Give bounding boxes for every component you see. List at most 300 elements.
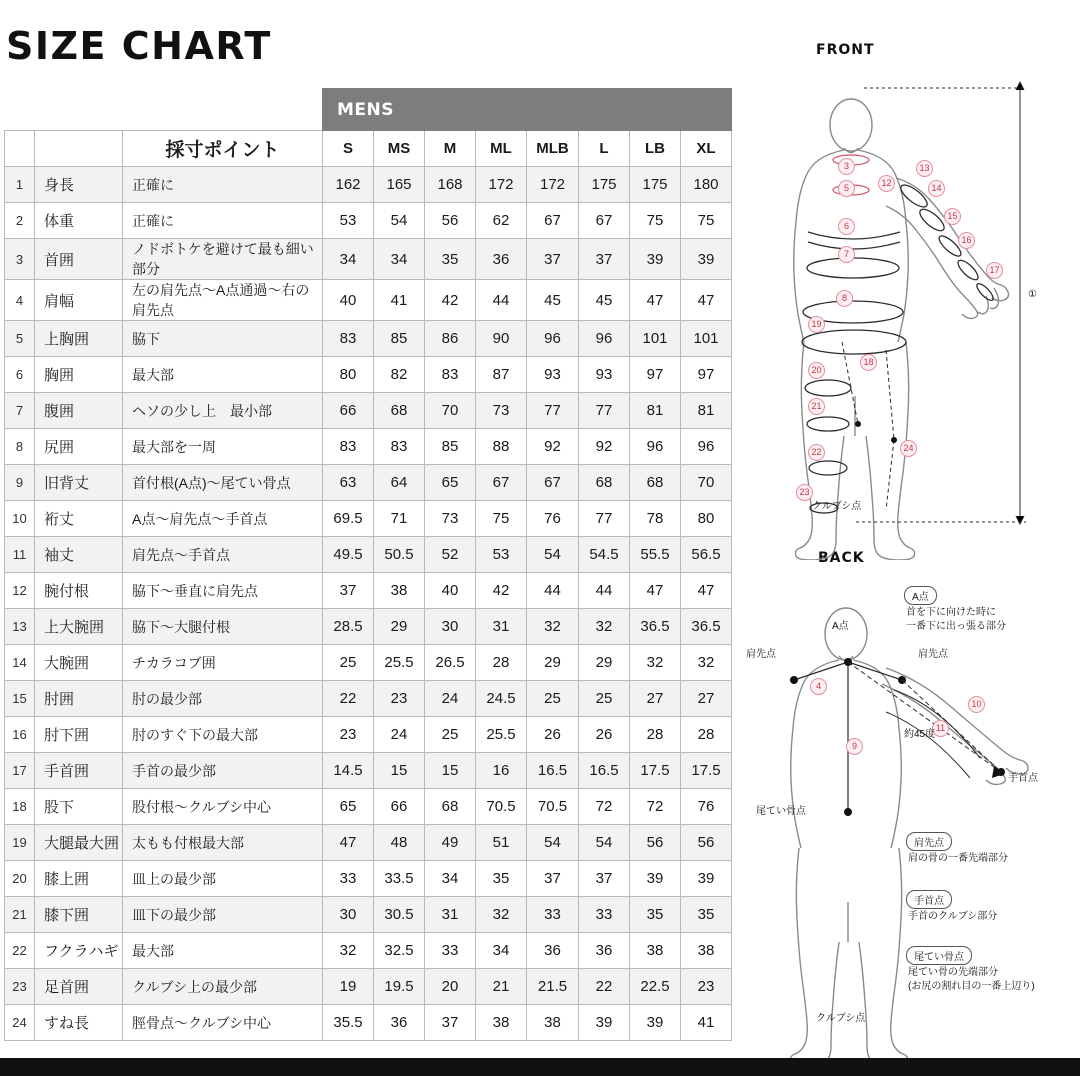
row-value: 68	[425, 789, 476, 825]
row-value: 48	[374, 825, 425, 861]
row-value: 83	[323, 321, 374, 357]
table-row	[5, 465, 732, 501]
row-value: 27	[630, 681, 681, 717]
row-value: 38	[681, 933, 732, 969]
row-value: 28	[476, 645, 527, 681]
row-value: 40	[425, 573, 476, 609]
row-item-name: 腹囲	[35, 393, 123, 429]
row-value: 83	[323, 429, 374, 465]
row-value: 80	[323, 357, 374, 393]
row-value: 75	[681, 203, 732, 239]
row-value: 64	[374, 465, 425, 501]
row-value: 180	[681, 167, 732, 203]
row-value: 93	[527, 357, 579, 393]
row-value: 36	[476, 239, 527, 280]
row-value: 34	[323, 239, 374, 280]
row-number: 15	[5, 681, 35, 717]
row-value: 33	[425, 933, 476, 969]
row-value: 37	[527, 861, 579, 897]
row-item-name: 膝上囲	[35, 861, 123, 897]
size-chart-table	[4, 88, 732, 1041]
row-value: 54	[374, 203, 425, 239]
measure-point-badge: 8	[836, 290, 853, 307]
figure-callout: 肩先点	[918, 649, 948, 660]
row-value: 175	[579, 167, 630, 203]
figure-callout: クルブシ点	[816, 1013, 866, 1024]
row-value: 52	[425, 537, 476, 573]
table-row	[5, 861, 732, 897]
row-number: 20	[5, 861, 35, 897]
note-tag: 肩先点	[906, 832, 952, 851]
row-value: 76	[681, 789, 732, 825]
measure-point-badge: 17	[986, 262, 1003, 279]
row-item-name: 体重	[35, 203, 123, 239]
row-value: 35.5	[323, 1005, 374, 1041]
row-value: 65	[323, 789, 374, 825]
row-value: 85	[374, 321, 425, 357]
row-value: 29	[579, 645, 630, 681]
row-value: 101	[630, 321, 681, 357]
figure-callout: 尾てい骨点	[756, 806, 806, 817]
row-value: 67	[527, 465, 579, 501]
table-row	[5, 753, 732, 789]
row-value: 35	[476, 861, 527, 897]
row-value: 68	[630, 465, 681, 501]
row-number: 10	[5, 501, 35, 537]
row-value: 39	[630, 239, 681, 280]
row-value: 39	[579, 1005, 630, 1041]
row-value: 71	[374, 501, 425, 537]
row-value: 68	[374, 393, 425, 429]
row-value: 32.5	[374, 933, 425, 969]
row-measure-point: 脛骨点〜クルブシ中心	[123, 1005, 323, 1041]
blank-cell	[5, 89, 35, 131]
row-value: 72	[630, 789, 681, 825]
row-value: 34	[425, 861, 476, 897]
row-value: 92	[579, 429, 630, 465]
table-row	[5, 501, 732, 537]
row-item-name: 尻囲	[35, 429, 123, 465]
row-value: 16	[476, 753, 527, 789]
row-measure-point: 最大部を一周	[123, 429, 323, 465]
row-value: 73	[476, 393, 527, 429]
measure-point-badge: 23	[796, 484, 813, 501]
row-number: 19	[5, 825, 35, 861]
table-row	[5, 789, 732, 825]
row-measure-point: 首付根(A点)〜尾てい骨点	[123, 465, 323, 501]
table-row	[5, 280, 732, 321]
row-value: 70.5	[476, 789, 527, 825]
row-value: 32	[579, 609, 630, 645]
row-value: 37	[425, 1005, 476, 1041]
row-value: 35	[425, 239, 476, 280]
row-value: 35	[681, 897, 732, 933]
table-row	[5, 1005, 732, 1041]
measure-point-badge: 14	[928, 180, 945, 197]
note-tag: A点	[904, 586, 937, 605]
measure-point-badge: 4	[810, 678, 827, 695]
row-value: 54	[527, 537, 579, 573]
row-value: 42	[425, 280, 476, 321]
row-measure-point: 太もも付根最大部	[123, 825, 323, 861]
back-body-svg	[736, 576, 1080, 1076]
front-figure-label: FRONT	[816, 42, 875, 58]
row-value: 25.5	[476, 717, 527, 753]
table-header-row	[5, 131, 732, 167]
table-row	[5, 573, 732, 609]
header-size-lb: LB	[630, 131, 681, 167]
row-value: 44	[476, 280, 527, 321]
row-measure-point: 正確に	[123, 203, 323, 239]
row-value: 36	[374, 1005, 425, 1041]
row-value: 51	[476, 825, 527, 861]
row-value: 77	[579, 393, 630, 429]
row-number: 1	[5, 167, 35, 203]
row-number: 8	[5, 429, 35, 465]
row-value: 22	[579, 969, 630, 1005]
row-value: 28.5	[323, 609, 374, 645]
row-item-name: フクラハギ	[35, 933, 123, 969]
row-item-name: 大腕囲	[35, 645, 123, 681]
row-value: 97	[681, 357, 732, 393]
table-row	[5, 167, 732, 203]
row-value: 33.5	[374, 861, 425, 897]
row-value: 37	[527, 239, 579, 280]
header-size-xl: XL	[681, 131, 732, 167]
row-value: 41	[681, 1005, 732, 1041]
row-value: 62	[476, 203, 527, 239]
row-value: 36	[579, 933, 630, 969]
row-value: 83	[374, 429, 425, 465]
row-value: 21.5	[527, 969, 579, 1005]
row-value: 45	[527, 280, 579, 321]
row-value: 26	[579, 717, 630, 753]
row-value: 33	[527, 897, 579, 933]
row-number: 22	[5, 933, 35, 969]
row-value: 67	[476, 465, 527, 501]
row-number: 12	[5, 573, 35, 609]
row-value: 47	[681, 573, 732, 609]
measure-point-badge: 16	[958, 232, 975, 249]
figure-callout: 肩先点	[746, 649, 776, 660]
row-measure-point: 肘のすぐ下の最大部	[123, 717, 323, 753]
page-title: SIZE CHART	[6, 24, 272, 68]
row-value: 87	[476, 357, 527, 393]
row-value: 96	[579, 321, 630, 357]
figure-callout: A点	[832, 621, 849, 632]
figure-callout: クルブシ点	[812, 501, 862, 512]
body-diagrams	[736, 0, 1080, 1076]
row-measure-point: チカラコブ囲	[123, 645, 323, 681]
row-value: 77	[579, 501, 630, 537]
row-measure-point: 股付根〜クルブシ中心	[123, 789, 323, 825]
row-value: 39	[630, 861, 681, 897]
row-measure-point: 皿下の最少部	[123, 897, 323, 933]
row-value: 26.5	[425, 645, 476, 681]
row-value: 45	[579, 280, 630, 321]
size-table-container	[4, 88, 732, 1041]
row-value: 70	[425, 393, 476, 429]
row-item-name: 大腿最大囲	[35, 825, 123, 861]
row-value: 27	[681, 681, 732, 717]
row-value: 97	[630, 357, 681, 393]
row-value: 70	[681, 465, 732, 501]
row-measure-point: ノドボトケを避けて最も細い部分	[123, 239, 323, 280]
row-item-name: 肘下囲	[35, 717, 123, 753]
row-number: 2	[5, 203, 35, 239]
row-number: 4	[5, 280, 35, 321]
row-value: 22	[323, 681, 374, 717]
note-tag: 尾てい骨点	[906, 946, 972, 965]
row-value: 38	[527, 1005, 579, 1041]
header-measure-point: 採寸ポイント	[123, 131, 323, 167]
row-value: 81	[630, 393, 681, 429]
row-value: 175	[630, 167, 681, 203]
row-value: 38	[374, 573, 425, 609]
row-measure-point: 最大部	[123, 357, 323, 393]
blank-cell	[35, 89, 123, 131]
row-item-name: 袖丈	[35, 537, 123, 573]
row-value: 26	[527, 717, 579, 753]
row-value: 30	[425, 609, 476, 645]
row-value: 168	[425, 167, 476, 203]
row-value: 20	[425, 969, 476, 1005]
measure-point-badge: 20	[808, 362, 825, 379]
row-value: 54.5	[579, 537, 630, 573]
row-item-name: 手首囲	[35, 753, 123, 789]
row-item-name: 肩幅	[35, 280, 123, 321]
row-value: 30.5	[374, 897, 425, 933]
row-value: 54	[579, 825, 630, 861]
row-value: 29	[374, 609, 425, 645]
row-value: 53	[476, 537, 527, 573]
row-value: 28	[681, 717, 732, 753]
row-value: 93	[579, 357, 630, 393]
row-value: 19	[323, 969, 374, 1005]
table-row	[5, 537, 732, 573]
row-value: 25	[425, 717, 476, 753]
header-size-l: L	[579, 131, 630, 167]
row-value: 34	[476, 933, 527, 969]
table-row	[5, 203, 732, 239]
row-value: 68	[579, 465, 630, 501]
table-row	[5, 969, 732, 1005]
row-item-name: 上胸囲	[35, 321, 123, 357]
header-size-s: S	[323, 131, 374, 167]
row-value: 37	[579, 861, 630, 897]
row-value: 56	[425, 203, 476, 239]
row-value: 56.5	[681, 537, 732, 573]
row-value: 23	[323, 717, 374, 753]
row-value: 39	[681, 861, 732, 897]
row-number: 9	[5, 465, 35, 501]
row-value: 83	[425, 357, 476, 393]
row-value: 35	[630, 897, 681, 933]
note-description: 手首のクルブシ部分	[908, 911, 998, 922]
row-value: 65	[425, 465, 476, 501]
row-measure-point: 肘の最少部	[123, 681, 323, 717]
row-value: 25	[527, 681, 579, 717]
row-number: 17	[5, 753, 35, 789]
table-body	[5, 167, 732, 1041]
row-value: 24	[425, 681, 476, 717]
table-row	[5, 933, 732, 969]
row-value: 29	[527, 645, 579, 681]
row-item-name: 肘囲	[35, 681, 123, 717]
row-value: 15	[425, 753, 476, 789]
row-value: 78	[630, 501, 681, 537]
row-value: 22.5	[630, 969, 681, 1005]
row-value: 47	[681, 280, 732, 321]
row-value: 39	[630, 1005, 681, 1041]
row-measure-point: 肩先点〜手首点	[123, 537, 323, 573]
row-item-name: 足首囲	[35, 969, 123, 1005]
row-value: 31	[476, 609, 527, 645]
table-row	[5, 717, 732, 753]
row-number: 14	[5, 645, 35, 681]
table-row	[5, 825, 732, 861]
row-item-name: 胸囲	[35, 357, 123, 393]
row-measure-point: 脇下〜大腿付根	[123, 609, 323, 645]
row-measure-point: 左の肩先点〜A点通過〜右の肩先点	[123, 280, 323, 321]
row-value: 96	[630, 429, 681, 465]
row-measure-point: 皿上の最少部	[123, 861, 323, 897]
measure-point-badge: 22	[808, 444, 825, 461]
row-value: 37	[323, 573, 374, 609]
row-item-name: 首囲	[35, 239, 123, 280]
row-number: 16	[5, 717, 35, 753]
measure-point-badge: 24	[900, 440, 917, 457]
row-value: 36.5	[681, 609, 732, 645]
row-value: 16.5	[527, 753, 579, 789]
row-value: 67	[527, 203, 579, 239]
row-item-name: 膝下囲	[35, 897, 123, 933]
row-value: 38	[476, 1005, 527, 1041]
row-value: 32	[527, 609, 579, 645]
figure-callout: 約45度	[904, 729, 936, 740]
row-value: 172	[476, 167, 527, 203]
row-value: 54	[527, 825, 579, 861]
row-item-name: 股下	[35, 789, 123, 825]
row-value: 47	[630, 573, 681, 609]
row-measure-point: 脇下〜垂直に肩先点	[123, 573, 323, 609]
row-value: 90	[476, 321, 527, 357]
measure-point-badge: 11	[932, 720, 949, 737]
row-value: 36.5	[630, 609, 681, 645]
row-value: 30	[323, 897, 374, 933]
measure-point-badge: 21	[808, 398, 825, 415]
row-value: 49.5	[323, 537, 374, 573]
row-value: 66	[374, 789, 425, 825]
row-value: 34	[374, 239, 425, 280]
row-number: 11	[5, 537, 35, 573]
row-value: 70.5	[527, 789, 579, 825]
row-value: 25	[323, 645, 374, 681]
row-value: 72	[579, 789, 630, 825]
row-value: 24.5	[476, 681, 527, 717]
row-value: 101	[681, 321, 732, 357]
measure-point-badge: 7	[838, 246, 855, 263]
table-row	[5, 645, 732, 681]
measure-point-badge: 13	[916, 160, 933, 177]
row-value: 38	[630, 933, 681, 969]
header-size-m: M	[425, 131, 476, 167]
table-row	[5, 681, 732, 717]
row-value: 25.5	[374, 645, 425, 681]
row-value: 56	[630, 825, 681, 861]
header-size-mlb: MLB	[527, 131, 579, 167]
row-value: 32	[681, 645, 732, 681]
row-value: 67	[579, 203, 630, 239]
row-value: 172	[527, 167, 579, 203]
table-row	[5, 609, 732, 645]
row-value: 23	[374, 681, 425, 717]
measure-point-badge: 12	[878, 175, 895, 192]
row-value: 50.5	[374, 537, 425, 573]
row-value: 14.5	[323, 753, 374, 789]
row-measure-point: ヘソの少し上 最小部	[123, 393, 323, 429]
table-row	[5, 393, 732, 429]
row-value: 92	[527, 429, 579, 465]
figure-callout: ①	[1028, 289, 1037, 300]
row-value: 25	[579, 681, 630, 717]
row-value: 86	[425, 321, 476, 357]
row-value: 63	[323, 465, 374, 501]
row-value: 77	[527, 393, 579, 429]
row-value: 37	[579, 239, 630, 280]
row-value: 53	[323, 203, 374, 239]
row-value: 55.5	[630, 537, 681, 573]
row-value: 33	[579, 897, 630, 933]
back-figure-label: BACK	[818, 550, 865, 566]
measure-point-badge: 10	[968, 696, 985, 713]
row-item-name: 裄丈	[35, 501, 123, 537]
row-value: 33	[323, 861, 374, 897]
blank-cell	[123, 89, 323, 131]
note-description: 肩の骨の一番先端部分	[908, 853, 1008, 864]
row-item-name: 上大腕囲	[35, 609, 123, 645]
row-value: 31	[425, 897, 476, 933]
row-measure-point: A点〜肩先点〜手首点	[123, 501, 323, 537]
row-number: 7	[5, 393, 35, 429]
figure-callout: 手首点	[1008, 773, 1038, 784]
row-item-name: すね長	[35, 1005, 123, 1041]
row-item-name: 旧背丈	[35, 465, 123, 501]
row-value: 56	[681, 825, 732, 861]
row-value: 85	[425, 429, 476, 465]
row-measure-point: 正確に	[123, 167, 323, 203]
header-no	[5, 131, 35, 167]
row-value: 96	[681, 429, 732, 465]
row-item-name: 身長	[35, 167, 123, 203]
row-value: 69.5	[323, 501, 374, 537]
row-value: 75	[630, 203, 681, 239]
row-value: 42	[476, 573, 527, 609]
note-description: 尾てい骨の先端部分 (お尻の割れ目の一番上辺り)	[908, 967, 1035, 992]
header-item	[35, 131, 123, 167]
row-value: 19.5	[374, 969, 425, 1005]
row-value: 40	[323, 280, 374, 321]
row-value: 32	[630, 645, 681, 681]
measure-point-badge: 18	[860, 354, 877, 371]
row-value: 49	[425, 825, 476, 861]
row-number: 24	[5, 1005, 35, 1041]
mens-group-label: MENS	[323, 89, 732, 131]
header-size-ml: ML	[476, 131, 527, 167]
row-value: 28	[630, 717, 681, 753]
row-value: 39	[681, 239, 732, 280]
row-value: 88	[476, 429, 527, 465]
